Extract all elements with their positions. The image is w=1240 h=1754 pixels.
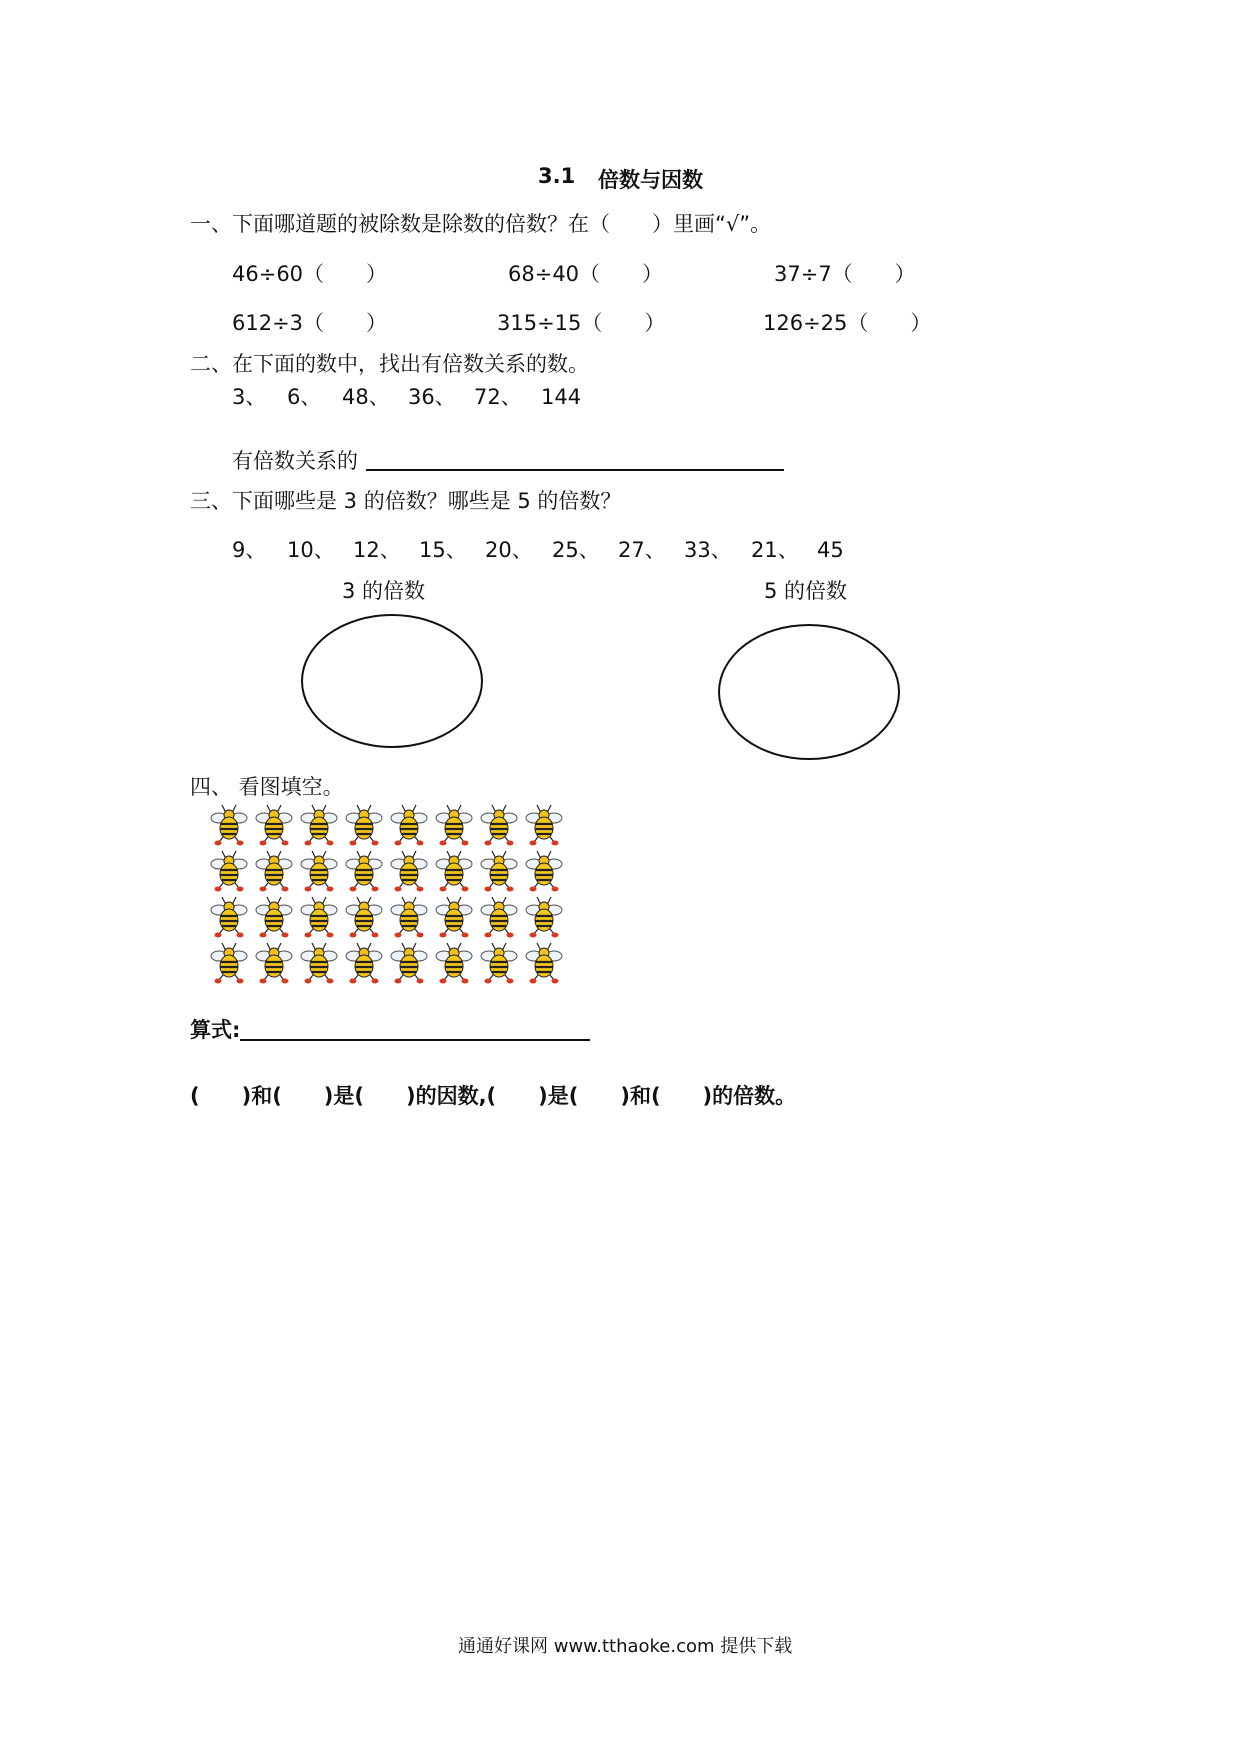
q3-number: 10、 bbox=[287, 538, 335, 562]
q3-heading: 三、下面哪些是 3 的倍数？哪些是 5 的倍数？ bbox=[190, 489, 622, 513]
footer-text: 通通好课网 www.tthaoke.com 提供下载 bbox=[458, 1636, 793, 1657]
bee-icon bbox=[391, 943, 427, 984]
bee-icon bbox=[211, 897, 247, 938]
bee-icon bbox=[346, 805, 382, 846]
bee-icon bbox=[256, 805, 292, 846]
bee-icon bbox=[301, 851, 337, 892]
q2-number: 144 bbox=[541, 385, 582, 409]
formula-label: 算式: bbox=[190, 1018, 241, 1042]
bee-icon bbox=[481, 897, 517, 938]
bee-icon bbox=[391, 851, 427, 892]
q2-number: 36、 bbox=[408, 385, 456, 409]
q1-item: 612÷3（ ） bbox=[232, 311, 388, 335]
bee-icon bbox=[391, 897, 427, 938]
bee-icon bbox=[436, 943, 472, 984]
multiples-of-3-oval[interactable] bbox=[301, 614, 483, 748]
bee-icon bbox=[346, 943, 382, 984]
q2-answer-label: 有倍数关系的 bbox=[232, 449, 358, 473]
bee-icon bbox=[436, 897, 472, 938]
bee-icon bbox=[346, 897, 382, 938]
q1-item: 37÷7（ ） bbox=[774, 262, 916, 286]
q3-number: 12、 bbox=[353, 538, 401, 562]
bee-icon bbox=[301, 943, 337, 984]
q3-number: 9、 bbox=[232, 538, 267, 562]
bee-icon bbox=[391, 805, 427, 846]
q3-number: 27、 bbox=[618, 538, 666, 562]
formula-answer-line[interactable] bbox=[240, 1039, 590, 1041]
bee-icon bbox=[301, 897, 337, 938]
q1-item: 46÷60（ ） bbox=[232, 262, 388, 286]
q3-number: 45 bbox=[817, 538, 844, 562]
bee-icon bbox=[211, 943, 247, 984]
q2-number: 3、 bbox=[232, 385, 267, 409]
q4-heading: 四、 看图填空。 bbox=[190, 775, 344, 799]
bee-grid bbox=[205, 802, 565, 994]
bee-icon bbox=[256, 851, 292, 892]
multiples-of-5-label: 5 的倍数 bbox=[764, 579, 848, 603]
bee-icon bbox=[436, 805, 472, 846]
q2-number: 6、 bbox=[287, 385, 322, 409]
q3-number: 25、 bbox=[552, 538, 600, 562]
bee-icon bbox=[481, 943, 517, 984]
bee-icon bbox=[481, 851, 517, 892]
section-number: 3.1 bbox=[538, 164, 576, 188]
q3-number: 20、 bbox=[485, 538, 533, 562]
bee-icon bbox=[211, 851, 247, 892]
bee-icon bbox=[346, 851, 382, 892]
bee-icon bbox=[256, 897, 292, 938]
q2-heading: 二、在下面的数中，找出有倍数关系的数。 bbox=[190, 352, 589, 376]
q2-answer-line[interactable] bbox=[366, 469, 784, 471]
bee-icon bbox=[526, 851, 562, 892]
bee-icon bbox=[301, 805, 337, 846]
q1-item: 315÷15（ ） bbox=[497, 311, 666, 335]
q3-number: 21、 bbox=[751, 538, 799, 562]
bee-icon bbox=[211, 805, 247, 846]
q1-item: 68÷40（ ） bbox=[508, 262, 664, 286]
multiples-of-5-oval[interactable] bbox=[718, 624, 900, 760]
q3-number: 15、 bbox=[419, 538, 467, 562]
q2-number: 48、 bbox=[342, 385, 390, 409]
multiples-of-3-label: 3 的倍数 bbox=[342, 579, 426, 603]
q1-heading: 一、下面哪道题的被除数是除数的倍数？在（ ）里画“√”。 bbox=[190, 212, 772, 236]
fill-in-sentence: ( )和( )是( )的因数,( )是( )和( )的倍数。 bbox=[190, 1084, 797, 1108]
q1-item: 126÷25（ ） bbox=[763, 311, 932, 335]
bee-icon bbox=[526, 943, 562, 984]
q3-number: 33、 bbox=[684, 538, 732, 562]
bee-icon bbox=[256, 943, 292, 984]
bee-icon bbox=[526, 897, 562, 938]
q2-number: 72、 bbox=[474, 385, 522, 409]
page-title: 倍数与因数 bbox=[598, 168, 703, 192]
bee-icon bbox=[481, 805, 517, 846]
bee-icon bbox=[526, 805, 562, 846]
bee-icon bbox=[436, 851, 472, 892]
